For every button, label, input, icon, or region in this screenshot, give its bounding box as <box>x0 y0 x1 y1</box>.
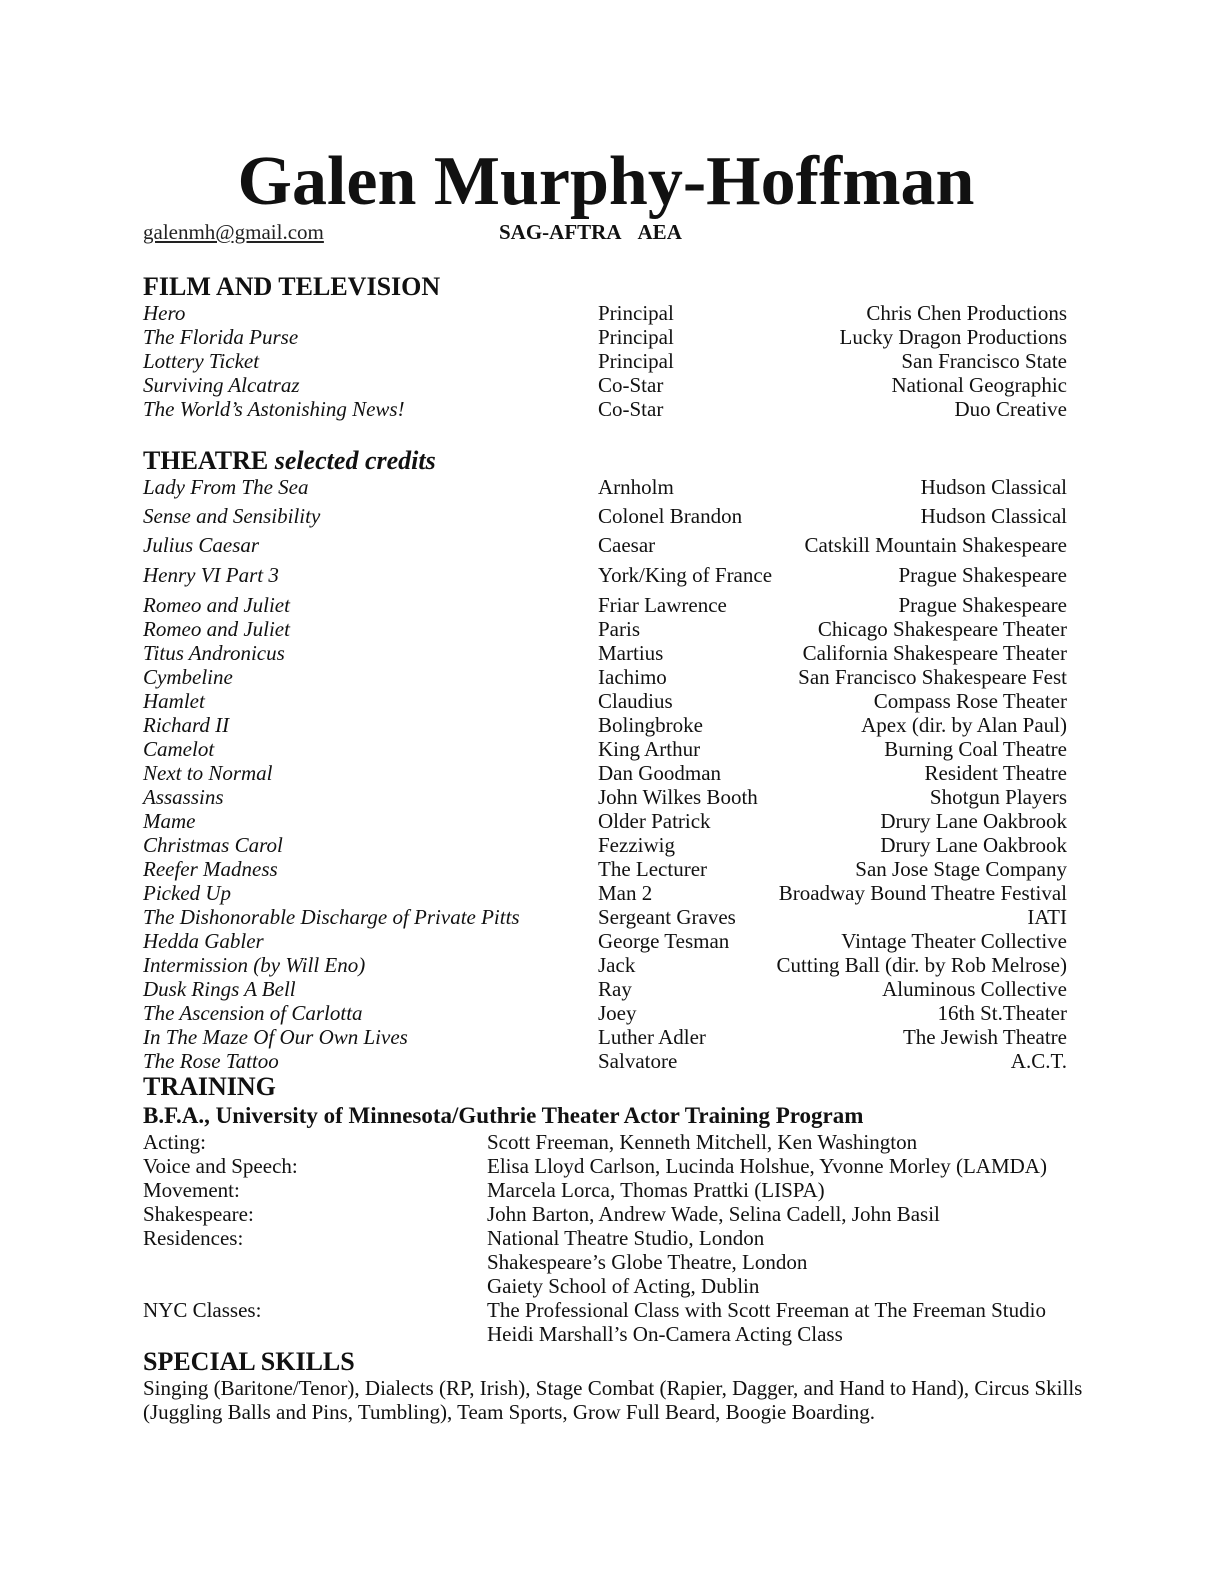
union-affiliations <box>499 220 682 245</box>
theatre-credit-row <box>143 761 1067 785</box>
credit-role: Ray <box>598 977 632 1001</box>
training-row <box>143 1130 1083 1154</box>
credit-company: Resident Theatre <box>924 761 1067 785</box>
credit-role: York/King of France <box>598 563 773 587</box>
theatre-credit-row <box>143 785 1067 809</box>
credit-company: IATI <box>1027 905 1067 929</box>
credit-title: Christmas Carol <box>143 833 283 857</box>
training-row <box>143 1226 1083 1250</box>
credit-role: Caesar <box>598 533 656 557</box>
credit-role: Salvatore <box>598 1049 678 1073</box>
theatre-credit-row <box>143 563 1067 593</box>
credit-company: Broadway Bound Theatre Festival <box>778 881 1067 905</box>
film-credits <box>143 301 1067 421</box>
training-degree: B.F.A., University of Minnesota/Guthrie Theater Actor Training Program <box>143 1103 864 1128</box>
credit-role: Arnholm <box>598 475 674 499</box>
credit-title: Mame <box>143 809 196 833</box>
credit-role: Principal <box>598 325 674 349</box>
training-value: Shakespeare’s Globe Theatre, London <box>487 1250 808 1274</box>
credit-company: Chris Chen Productions <box>866 301 1067 325</box>
training-value: Heidi Marshall’s On-Camera Acting Class <box>487 1322 843 1346</box>
training-row <box>143 1178 1083 1202</box>
credit-company: Apex (dir. by Alan Paul) <box>861 713 1067 737</box>
training-list <box>143 1130 1083 1346</box>
theatre-credit-row <box>143 833 1067 857</box>
credit-title: Camelot <box>143 737 215 761</box>
training-value: National Theatre Studio, London <box>487 1226 765 1250</box>
credit-title: Lottery Ticket <box>143 349 260 373</box>
credit-company: 16th St.Theater <box>937 1001 1067 1025</box>
training-label: Acting: <box>143 1130 206 1154</box>
credit-title: Surviving Alcatraz <box>143 373 300 397</box>
credit-role: Dan Goodman <box>598 761 722 785</box>
theatre-credit-row <box>143 737 1067 761</box>
credit-role: Man 2 <box>598 881 653 905</box>
theatre-credit-row <box>143 617 1067 641</box>
credit-title: Cymbeline <box>143 665 233 689</box>
theatre-credit-row <box>143 713 1067 737</box>
credit-role: Friar Lawrence <box>598 593 727 617</box>
theatre-heading-label: THEATRE <box>143 446 269 475</box>
film-credit-row <box>143 397 1067 421</box>
credit-title: The Dishonorable Discharge of Private Pitts <box>143 905 520 929</box>
theatre-credits <box>143 475 1067 1073</box>
credit-title: The Ascension of Carlotta <box>143 1001 363 1025</box>
training-label: Voice and Speech: <box>143 1154 298 1178</box>
theatre-credit-row <box>143 1049 1067 1073</box>
theatre-credit-row <box>143 977 1067 1001</box>
credit-title: Romeo and Juliet <box>143 617 290 641</box>
theatre-credit-row <box>143 641 1067 665</box>
skills-text: Singing (Baritone/Tenor), Dialects (RP, Irish), Stage Combat (Rapier, Dagger, and Hand to Hand), Circus Skills (Juggling Balls and Pins, Tumbling), Team Sports, Grow Full Beard, Boogie Boarding. <box>143 1376 1083 1424</box>
credit-role: Claudius <box>598 689 673 713</box>
film-heading: FILM AND TELEVISION <box>143 272 441 301</box>
credit-title: Hamlet <box>143 689 205 713</box>
credit-company: A.C.T. <box>1010 1049 1067 1073</box>
training-label: NYC Classes: <box>143 1298 262 1322</box>
credit-role: Iachimo <box>598 665 667 689</box>
credit-company: Hudson Classical <box>920 504 1067 528</box>
credit-company: Drury Lane Oakbrook <box>880 833 1067 857</box>
film-credit-row <box>143 349 1067 373</box>
theatre-credit-row <box>143 929 1067 953</box>
credit-role: Martius <box>598 641 664 665</box>
training-value: John Barton, Andrew Wade, Selina Cadell, John Basil <box>487 1202 940 1226</box>
training-row <box>143 1322 1083 1346</box>
credit-title: The Rose Tattoo <box>143 1049 279 1073</box>
theatre-credit-row <box>143 881 1067 905</box>
training-row <box>143 1202 1083 1226</box>
theatre-heading-subtitle: selected credits <box>274 446 436 475</box>
theatre-credit-row <box>143 665 1067 689</box>
credit-company: Prague Shakespeare <box>898 563 1067 587</box>
credit-title: Sense and Sensibility <box>143 504 321 528</box>
credit-title: Hedda Gabler <box>143 929 264 953</box>
credit-title: Romeo and Juliet <box>143 593 290 617</box>
film-credit-row <box>143 301 1067 325</box>
credit-role: Luther Adler <box>598 1025 706 1049</box>
credit-company: National Geographic <box>891 373 1067 397</box>
credit-role: Sergeant Graves <box>598 905 736 929</box>
credit-company: Chicago Shakespeare Theater <box>817 617 1067 641</box>
credit-company: Prague Shakespeare <box>898 593 1067 617</box>
theatre-credit-row <box>143 953 1067 977</box>
credit-role: Colonel Brandon <box>598 504 743 528</box>
credit-company: Vintage Theater Collective <box>841 929 1067 953</box>
training-label: Movement: <box>143 1178 240 1202</box>
credit-company: California Shakespeare Theater <box>802 641 1067 665</box>
film-credit-row <box>143 373 1067 397</box>
training-label: Residences: <box>143 1226 244 1250</box>
credit-role: Joey <box>598 1001 637 1025</box>
credit-company: Duo Creative <box>954 397 1067 421</box>
credit-role: John Wilkes Booth <box>598 785 758 809</box>
training-heading: TRAINING <box>143 1072 276 1101</box>
training-value: Marcela Lorca, Thomas Prattki (LISPA) <box>487 1178 825 1202</box>
training-row <box>143 1250 1083 1274</box>
credit-company: Cutting Ball (dir. by Rob Melrose) <box>776 953 1067 977</box>
credit-company: Catskill Mountain Shakespeare <box>804 533 1067 557</box>
credit-role: Bolingbroke <box>598 713 703 737</box>
theatre-credit-row <box>143 475 1067 504</box>
skills-heading: SPECIAL SKILLS <box>143 1347 355 1376</box>
film-credit-row <box>143 325 1067 349</box>
credit-company: San Jose Stage Company <box>855 857 1067 881</box>
credit-company: Aluminous Collective <box>882 977 1067 1001</box>
credit-company: San Francisco Shakespeare Fest <box>798 665 1067 689</box>
training-value: Elisa Lloyd Carlson, Lucinda Holshue, Yvonne Morley (LAMDA) <box>487 1154 1047 1178</box>
credit-role: Co-Star <box>598 397 664 421</box>
credit-role: Fezziwig <box>598 833 675 857</box>
credit-role: Jack <box>598 953 636 977</box>
credit-company: Shotgun Players <box>929 785 1067 809</box>
credit-title: Assassins <box>143 785 224 809</box>
theatre-credit-row <box>143 504 1067 533</box>
credit-title: Hero <box>143 301 186 325</box>
theatre-credit-row <box>143 533 1067 563</box>
credit-title: In The Maze Of Our Own Lives <box>143 1025 408 1049</box>
training-row <box>143 1298 1083 1322</box>
credit-title: Reefer Madness <box>143 857 278 881</box>
credit-role: Older Patrick <box>598 809 711 833</box>
theatre-credit-row <box>143 1001 1067 1025</box>
training-value: Scott Freeman, Kenneth Mitchell, Ken Washington <box>487 1130 918 1154</box>
training-row <box>143 1154 1083 1178</box>
credit-company: Burning Coal Theatre <box>884 737 1067 761</box>
credit-role: Co-Star <box>598 373 664 397</box>
credit-title: Richard II <box>143 713 230 737</box>
union-aea: AEA <box>637 220 682 244</box>
credit-title: The World’s Astonishing News! <box>143 397 405 421</box>
credit-title: The Florida Purse <box>143 325 299 349</box>
credit-title: Henry VI Part 3 <box>143 563 279 587</box>
theatre-credit-row <box>143 593 1067 617</box>
credit-title: Intermission (by Will Eno) <box>143 953 366 977</box>
credit-company: Lucky Dragon Productions <box>839 325 1067 349</box>
actor-name: Galen Murphy-Hoffman <box>237 143 975 220</box>
credit-title: Julius Caesar <box>143 533 260 557</box>
email-link[interactable]: galenmh@gmail.com <box>143 220 324 244</box>
training-value: The Professional Class with Scott Freeman at The Freeman Studio <box>487 1298 1046 1322</box>
credit-title: Next to Normal <box>143 761 273 785</box>
credit-company: San Francisco State <box>901 349 1067 373</box>
credit-title: Lady From The Sea <box>143 475 309 499</box>
theatre-credit-row <box>143 1025 1067 1049</box>
theatre-credit-row <box>143 809 1067 833</box>
credit-role: King Arthur <box>598 737 701 761</box>
training-row <box>143 1274 1083 1298</box>
credit-title: Dusk Rings A Bell <box>143 977 296 1001</box>
theatre-credit-row <box>143 905 1067 929</box>
credit-company: Compass Rose Theater <box>873 689 1067 713</box>
training-value: Gaiety School of Acting, Dublin <box>487 1274 760 1298</box>
theatre-credit-row <box>143 689 1067 713</box>
theatre-heading <box>143 446 436 476</box>
credit-title: Titus Andronicus <box>143 641 285 665</box>
theatre-credit-row <box>143 857 1067 881</box>
credit-title: Picked Up <box>143 881 232 905</box>
credit-role: Principal <box>598 301 674 325</box>
credit-role: The Lecturer <box>598 857 708 881</box>
credit-company: Drury Lane Oakbrook <box>880 809 1067 833</box>
credit-company: The Jewish Theatre <box>902 1025 1067 1049</box>
union-sag-aftra: SAG-AFTRA <box>499 220 622 244</box>
credit-role: Principal <box>598 349 674 373</box>
credit-role: Paris <box>598 617 640 641</box>
credit-role: George Tesman <box>598 929 730 953</box>
training-label: Shakespeare: <box>143 1202 254 1226</box>
credit-company: Hudson Classical <box>920 475 1067 499</box>
